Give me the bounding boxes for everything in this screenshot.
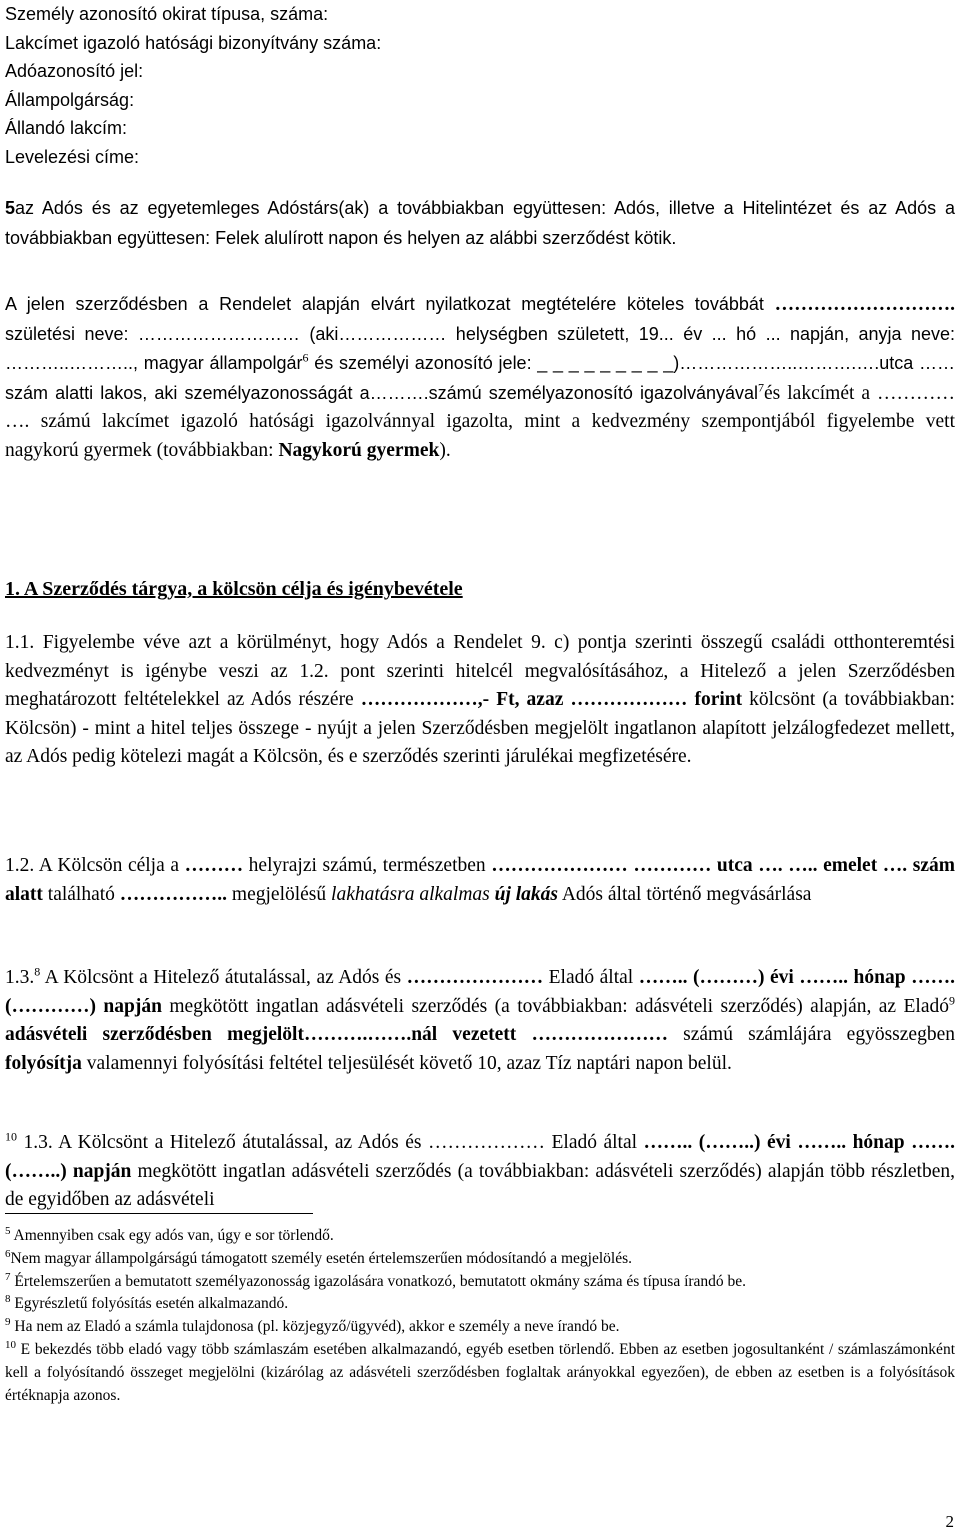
p12-text-3: található: [42, 883, 120, 905]
p13a-text-6: számú számlájára egyösszegben: [667, 1024, 955, 1045]
footnote-5-text: Amennyiben csak egy adós van, úgy e sor törlendő.: [10, 1227, 334, 1244]
p13a-text-1: 1.3.: [5, 967, 35, 988]
p13a-text-4: megkötött ingatlan adásvételi szerződés (a továbbiakban: adásvételi szerződés) alapján, az Eladó: [161, 995, 949, 1017]
declaration-text-1: A jelen szerződésben a Rendelet alapján elvárt nyilatkozat megtételére köteles továbbát: [5, 294, 775, 314]
paragraph-1-1: [5, 629, 955, 772]
p11-text-2: kölcsönt (a továbbiakban: Kölcsön) - mint a hitel teljes összege - nyújt a jelen Szerződésben megjelölt ingatlanon alapított jelzálogfedezet mellett, az Adós pedig kötelezi magát a Kölcsön, és e szerződés szerinti járulékai megfizetésére.: [5, 689, 955, 767]
footnote-7-num: 7: [5, 1270, 11, 1283]
label-mailing-address: Levelezési címe:: [5, 146, 140, 167]
footnote-8: [5, 1293, 955, 1316]
footnote-8-text: Egyrészletű folyósítás esetén alkalmazandó.: [10, 1295, 289, 1313]
footnote-10-num: 10: [5, 1338, 16, 1351]
label-citizenship: Állampolgárság:: [5, 89, 135, 110]
p12-bold-1: ………: [184, 855, 244, 876]
footnote-9-num: 9: [5, 1316, 11, 1329]
footnote-10: [5, 1339, 955, 1407]
footnote-9-text: Ha nem az Eladó a számla tulajdonosa (pl. közjegyző/ügyvéd), akkor e személy a neve írandó be.: [10, 1318, 620, 1336]
p13a-bold-4: folyósítja: [5, 1052, 82, 1074]
p12-text-2: helyrajzi számú, természetben: [243, 855, 492, 876]
p12-text-1: 1.2. A Kölcsön célja a: [5, 855, 185, 876]
declaration-bold-2: Nagykorú gyermek: [278, 439, 440, 461]
footnote-ref-8: 8: [34, 964, 41, 979]
paragraph-1-3-single: [5, 964, 955, 1078]
declaration-text-4: és lakcímét a ………… …. számú lakcímet igazoló hatósági igazolvánnyal igazolta, mint a kedvezmény szempontjából figyelembe vett nagykorú gyermek (továbbiakban:: [5, 382, 955, 461]
paragraph-1-3-multi: [5, 1129, 955, 1215]
intro-text: az Adós és az egyetemleges Adóstárs(ak) a továbbiakban együttesen: Adós, illetve a Hitelintézet és az Adós a továbbiakban együttesen: Felek alulírott napon és helyen az alábbi szerződést kötik.: [5, 198, 955, 248]
p13a-bold-2: …….. (………) évi …….. hónap …….(…………) napján: [5, 967, 955, 1017]
p12-text-4: megjelölésű: [227, 883, 332, 905]
p13b-text-1: 1.3. A Kölcsönt a Hitelező átutalással, az Adós és ……………… Eladó által: [17, 1132, 644, 1153]
paragraph-1-2: [5, 852, 955, 909]
p13b-text-2: megkötött ingatlan adásvételi szerződés (a továbbiakban: adásvételi szerződés) alapján több részletben, de egyidőben az adásvételi: [5, 1160, 955, 1210]
declaration-text-2: születési neve: ……………………… (aki……………… helységben született, 19... év ... hó ... napján, anyja neve: ………..……….., magyar állampolgár: [5, 323, 955, 373]
footnote-ref-5: 5: [5, 198, 16, 218]
p13a-text-2: A Kölcsönt a Hitelező átutalással, az Adós és: [40, 967, 407, 988]
footnote-6-num: 6: [5, 1247, 11, 1260]
declaration-text-5: ).: [439, 439, 451, 461]
footnote-ref-9: 9: [948, 993, 955, 1007]
declaration-paragraph: [5, 290, 955, 465]
p11-text-1: 1.1. Figyelembe véve azt a körülményt, hogy Adós a Rendelet 9. c) pontja szerinti összegű családi otthonteremtési kedvezményt is igénybe veszi az 1.2. pont szerinti hitelcél megvalósításához, a Hitelező a jelen Szerződésben meghatározott feltételekkel az Adós részére: [5, 632, 955, 710]
label-tax-id: Adóazonosító jel:: [5, 61, 144, 81]
p12-text-6: Adós által történő megvásárlása: [558, 883, 812, 905]
footnote-8-num: 8: [5, 1293, 11, 1306]
footnote-10-text: E bekezdés több eladó vagy több számlaszám esetében alkalmazandó, egyéb esetben törlendő. Ebben az esetben jogosultanként / számlaszámonként kell a folyósítandó összeget megjelölni (kizárólag az adásvételi szerződésben foglaltak arányokkal egyezően), de ebben az esetben is a folyósítások értéknapja azonos.: [5, 1340, 955, 1404]
p13b-bold-1: …….. (……..) évi …….. hónap ……. (……..) napján: [5, 1132, 955, 1182]
footnote-ref-7: 7: [758, 380, 765, 394]
footnote-7-text: Értelemszerűen a bemutatott személyazonosság igazolására vonatkozó, bemutatott okmány száma és típusa írandó be.: [10, 1272, 747, 1290]
footnote-ref-10: 10: [5, 1129, 17, 1144]
identity-labels: [5, 0, 381, 171]
p12-bold-2: ………………… ………… utca …. ….. emelet …. szám alatt: [5, 855, 955, 905]
footnote-ref-6: 6: [302, 350, 309, 365]
p12-italic: lakhatásra alkalmas: [331, 883, 490, 905]
page-number: 2: [945, 1512, 954, 1531]
p13a-bold-1: …………………: [406, 967, 544, 988]
footnote-9: [5, 1316, 955, 1339]
footnote-5-num: 5: [5, 1224, 11, 1237]
footnote-divider: [5, 1213, 313, 1214]
footnote-5: [5, 1225, 955, 1248]
footnote-7: [5, 1271, 955, 1294]
footnote-6: [5, 1248, 955, 1271]
p11-amount: ………………,- Ft, azaz ……………… forint: [360, 689, 743, 710]
intro-paragraph: [5, 193, 955, 253]
declaration-bold-1: ……………………….: [774, 294, 955, 315]
section-heading: 1. A Szerződés tárgya, a kölcsön célja és igénybevétele: [5, 578, 463, 600]
label-address-certificate: Lakcímet igazoló hatósági bizonyítvány száma:: [5, 32, 382, 53]
footnote-6-text: Nem magyar állampolgárságú támogatott személy esetén értelemszerűen módosítandó a megjelölés.: [10, 1249, 633, 1267]
footnotes: [5, 1225, 955, 1407]
p13a-text-7: valamennyi folyósítási feltétel teljesülését követő 10, azaz Tíz naptári napon belül.: [81, 1052, 732, 1074]
declaration-text-3: és személyi azonosító jele: _ _ _ _ _ _ _ _ _)………………..……….….utca …… szám alatti lakos, aki személyazonosságát a……….számú személyazonosító igazolványával: [5, 353, 956, 403]
label-permanent-address: Állandó lakcím:: [5, 118, 128, 138]
p12-bold-italic: új lakás: [494, 883, 559, 905]
label-id-document: Személy azonosító okirat típusa, száma:: [5, 4, 329, 24]
p13a-text-3: Eladó által: [543, 967, 639, 988]
p13a-bold-3: adásvételi szerződésben megjelölt……….…….nál vezetett …………………: [5, 1024, 668, 1045]
p12-bold-3: ……………..: [119, 883, 228, 905]
